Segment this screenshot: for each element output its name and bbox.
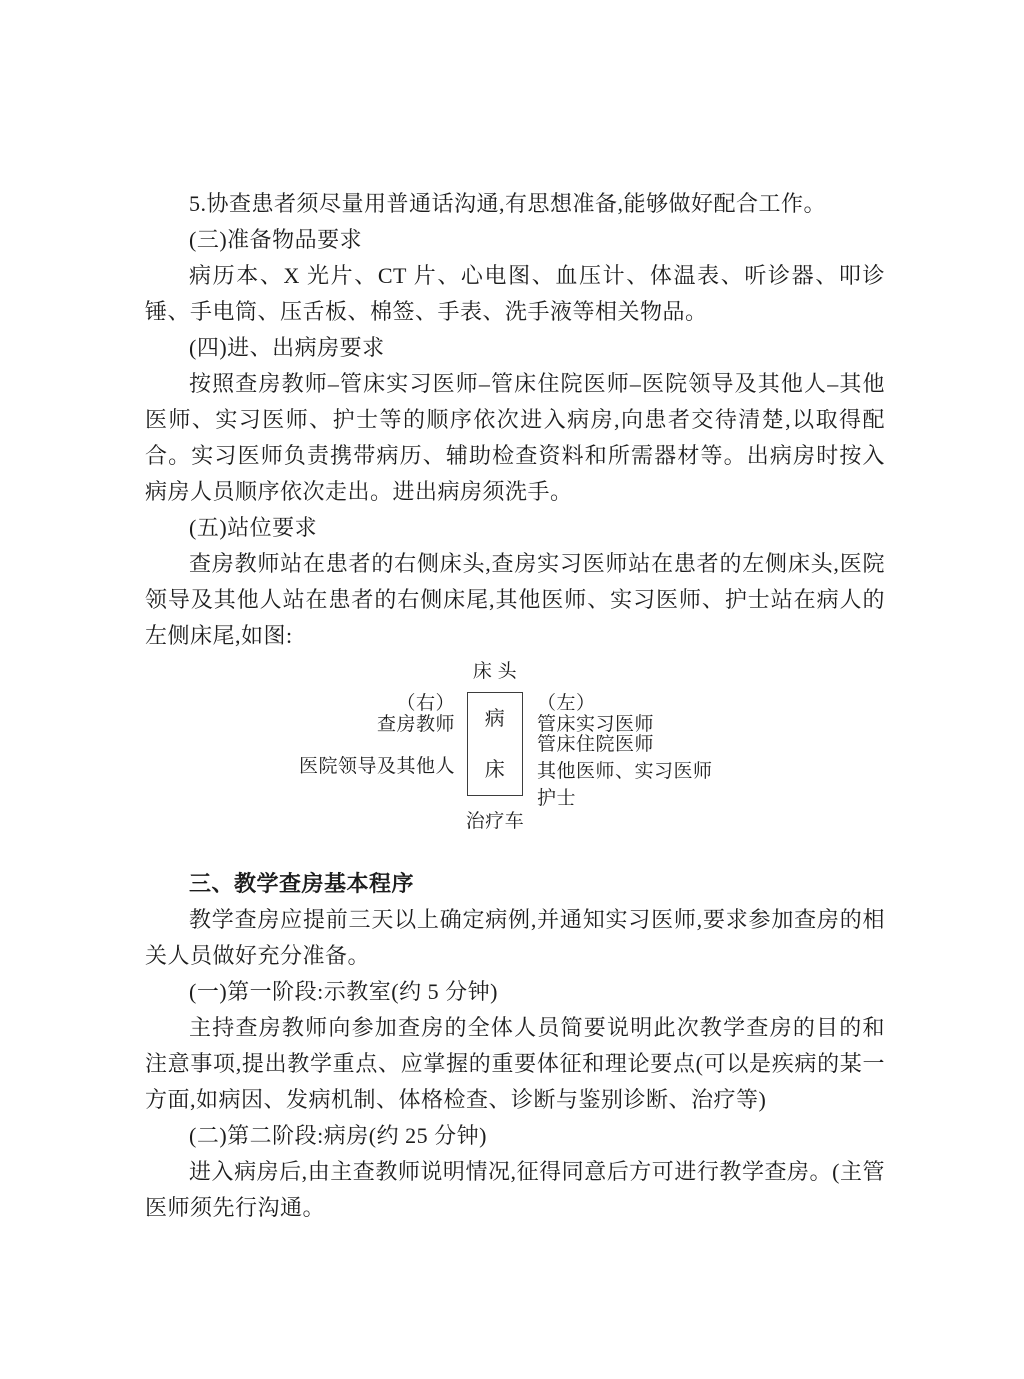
- paragraph-items-list: 病历本、X 光片、CT 片、心电图、血压计、体温表、听诊器、叩诊锤、手电筒、压舌板、棉签、手表、洗手液等相关物品。: [145, 263, 885, 324]
- subheading-stage-two: (二)第二阶段:病房(约 25 分钟): [189, 1123, 487, 1148]
- paragraph-item-5: 5.协查患者须尽量用普通话沟通,有思想准备,能够做好配合工作。: [189, 191, 827, 216]
- diagram-label-other-doctors: 其他医师、实习医师: [537, 761, 713, 782]
- diagram-label-intern-in-charge: 管床实习医师: [537, 714, 655, 735]
- subheading-stage-one: (一)第一阶段:示教室(约 5 分钟): [189, 979, 498, 1004]
- page-content: [145, 186, 885, 1226]
- diagram-label-treatment-cart: 治疗车: [465, 811, 525, 832]
- diagram-label-right-side: （右）: [396, 693, 455, 714]
- diagram-label-hospital-leaders: 医院领导及其他人: [298, 756, 455, 777]
- diagram-label-nurse: 护士: [537, 788, 577, 809]
- bed-box-char-bottom: 床: [484, 758, 506, 781]
- diagram-label-round-teacher: 查房教师: [376, 714, 455, 735]
- diagram-label-bed-head: 床 头: [472, 661, 518, 682]
- subheading-standing-position: (五)站位要求: [189, 515, 318, 540]
- section-heading-teaching-round-procedure: 三、教学查房基本程序: [189, 871, 415, 896]
- paragraph-stage-two-detail: 进入病房后,由主查教师说明情况,征得同意后方可进行教学查房。(主管医师须先行沟通。: [145, 1159, 885, 1220]
- paragraph-stage-one-detail: 主持查房教师向参加查房的全体人员简要说明此次教学查房的目的和注意事项,提出教学重点、应掌握的重要体征和理论要点(可以是疾病的某一方面,如病因、发病机制、体格检查、诊断与鉴别诊断、治疗等): [145, 1015, 885, 1112]
- subheading-enter-exit-ward: (四)进、出病房要求: [189, 335, 385, 360]
- bed-box-char-top: 病: [484, 707, 506, 730]
- diagram-label-resident-in-charge: 管床住院医师: [537, 734, 655, 755]
- paragraph-preparation: 教学查房应提前三天以上确定病例,并通知实习医师,要求参加查房的相关人员做好充分准备。: [145, 907, 885, 968]
- subheading-prepare-items: (三)准备物品要求: [189, 227, 363, 252]
- paragraph-standing-position: 查房教师站在患者的右侧床头,查房实习医师站在患者的左侧床头,医院领导及其他人站在患者的右侧床尾,其他医师、实习医师、护士站在病人的左侧床尾,如图:: [145, 551, 885, 648]
- bed-position-diagram: [145, 658, 885, 834]
- bed-box: [467, 692, 523, 796]
- diagram-label-left-side: （左）: [537, 693, 596, 714]
- paragraph-enter-exit-order: 按照查房教师–管床实习医师–管床住院医师–医院领导及其他人–其他医师、实习医师、护士等的顺序依次进入病房,向患者交待清楚,以取得配合。实习医师负责携带病历、辅助检查资料和所需器材等。出病房时按入病房人员顺序依次走出。进出病房须洗手。: [145, 371, 885, 504]
